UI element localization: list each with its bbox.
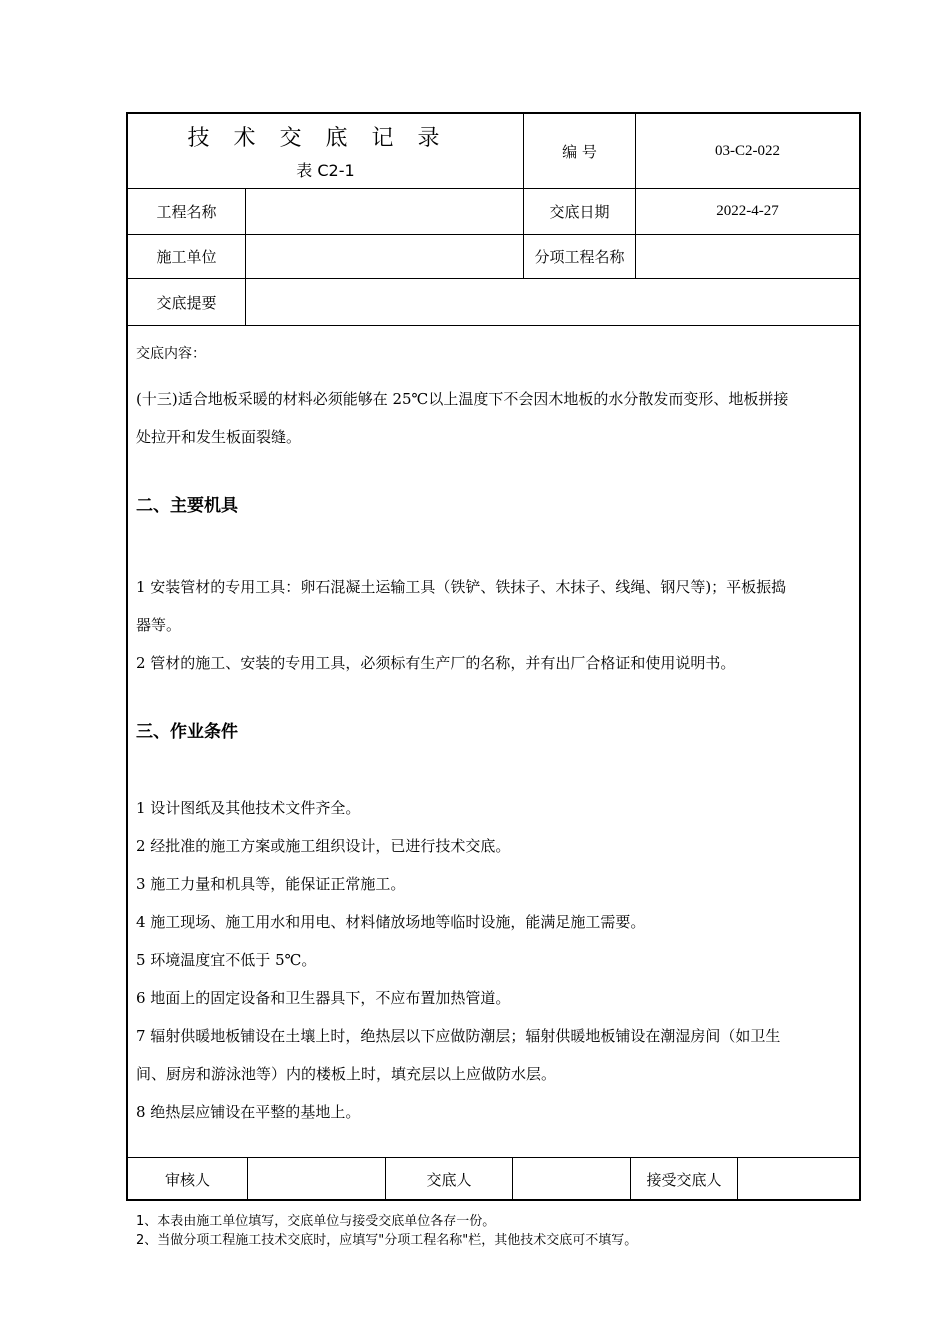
content-paragraph: 4 施工现场、施工用水和用电、材料储放场地等临时设施，能满足施工需要。 (136, 913, 646, 931)
note-line: 2、当做分项工程施工技术交底时，应填写"分项工程名称"栏，其他技术交底可不填写。 (136, 1233, 638, 1248)
content-paragraph: 间、厨房和游泳池等）内的楼板上时，填充层以上应做防水层。 (136, 1065, 557, 1083)
section-heading-tools: 二、主要机具 (136, 496, 238, 516)
content-paragraph: 7 辐射供暖地板铺设在土壤上时，绝热层以下应做防潮层；辐射供暖地板铺设在潮湿房间（如卫生 (136, 1027, 781, 1045)
content-intro-label: 交底内容： (136, 346, 206, 362)
content-paragraph: (十三)适合地板采暖的材料必须能够在 25℃以上温度下不会因木地板的水分散发而变形、地板拼接 (136, 390, 789, 408)
project-name-label: 工程名称 (156, 203, 217, 221)
content-paragraph: 6 地面上的固定设备和卫生器具下，不应布置加热管道。 (136, 989, 511, 1007)
disclosure-record-form (126, 112, 861, 1201)
discloser-field[interactable] (513, 1158, 630, 1201)
code-value: 03-C2-022 (715, 142, 780, 159)
discloser-label: 交底人 (426, 1171, 472, 1189)
project-name-field[interactable] (246, 189, 523, 234)
content-paragraph: 2 管材的施工、安装的专用工具，必须标有生产厂的名称，并有出厂合格证和使用说明书。 (136, 654, 736, 672)
construction-unit-label: 施工单位 (156, 248, 217, 266)
section-heading-conditions: 三、作业条件 (136, 722, 238, 742)
content-paragraph: 处拉开和发生板面裂缝。 (136, 428, 302, 446)
subproject-name-label: 分项工程名称 (534, 248, 625, 266)
construction-unit-field[interactable] (246, 235, 523, 278)
form-number: 表 C2-1 (296, 161, 355, 180)
reviewer-field[interactable] (248, 1158, 385, 1201)
disclosure-date-value[interactable]: 2022-4-27 (716, 203, 779, 219)
content-paragraph: 器等。 (136, 616, 182, 634)
content-paragraph: 2 经批准的施工方案或施工组织设计，已进行技术交底。 (136, 837, 511, 855)
code-label: 编 号 (562, 142, 597, 161)
disclosure-summary-label: 交底提要 (156, 293, 217, 312)
disclosure-date-label: 交底日期 (549, 203, 610, 221)
reviewer-label: 审核人 (164, 1171, 210, 1189)
content-paragraph: 1 设计图纸及其他技术文件齐全。 (136, 799, 361, 817)
receiver-label: 接受交底人 (646, 1171, 722, 1189)
content-paragraph: 1 安装管材的专用工具：卵石混凝土运输工具（铁铲、铁抹子、木抹子、线绳、钢尺等)；平板振捣 (136, 578, 787, 596)
disclosure-summary-field[interactable] (246, 279, 859, 325)
form-title-block (128, 114, 523, 188)
form-notes (136, 1212, 637, 1250)
content-paragraph: 8 绝热层应铺设在平整的基地上。 (136, 1103, 361, 1121)
subproject-name-field[interactable] (636, 235, 859, 278)
row-divider (128, 325, 859, 326)
disclosure-content (136, 338, 858, 1131)
form-title: 技术交底记录 (187, 126, 464, 151)
note-line: 1、本表由施工单位填写，交底单位与接受交底单位各存一份。 (136, 1214, 496, 1229)
receiver-field[interactable] (738, 1158, 859, 1201)
content-paragraph: 5 环境温度宜不低于 5℃。 (136, 951, 317, 969)
content-paragraph: 3 施工力量和机具等，能保证正常施工。 (136, 875, 406, 893)
